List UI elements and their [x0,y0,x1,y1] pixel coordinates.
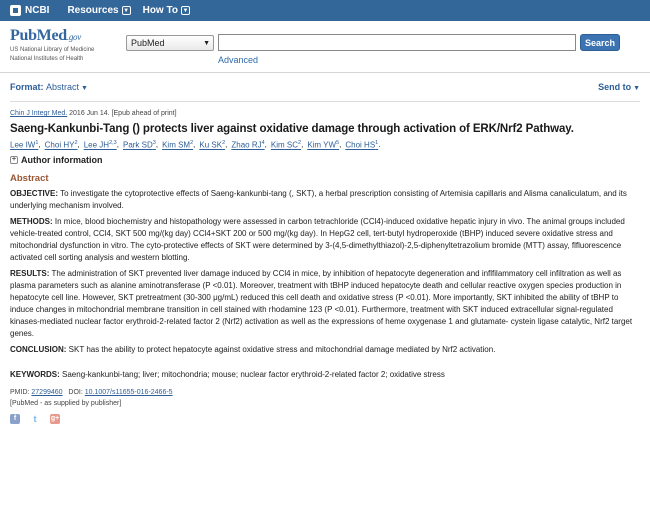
author-separator: , [38,140,41,149]
author-affiliation: 1 [35,140,39,146]
author-separator: , [193,140,196,149]
author-information-toggle[interactable] [10,155,640,165]
google-plus-icon[interactable]: g+ [50,415,60,423]
resources-label: Resources [67,5,119,16]
abstract-heading: Abstract [10,172,49,184]
author-affiliation: 4 [261,140,265,146]
objective-label: OBJECTIVE: [10,188,59,198]
results-text: The administration of SKT prevented liver damage induced by CCl4 in mice, by inhibition of hepatocyte degeneration and inflfilammatory cell infiltration as well as plasma parameters such as alanine aminotransferase (P <0.01). Moreover, treatment with tBHP induced hepatocyte death and cellular reactive oxygen species production in hepatocyte cell line. However, SKT pretreatment (30-300 μg/mL) reduced this cell death and oxidative stress (P <0.01). More importantly, SKT inhibited the ability of tBHP to induce changes in mitochondrial membrane transition in cell stained with rhodamine 123 (P <0.01). Furthermore, treatment with SKT induced extracellular signal-regulated kinases-mediated nuclear factor erythroid-2-related factor 2 (Nrf2) activation as well as the expressions of heme oxygenase 1 and glutamate- cystein ligase catalytic, Nrf2 target genes. [10,268,633,338]
database-select[interactable] [126,35,214,51]
author-affiliation: 2 [190,140,194,146]
author-name: Kim SC [270,140,299,150]
doi-link[interactable]: 10.1007/s11655-016-2466-5 [84,388,173,396]
author-link[interactable] [45,140,78,150]
search-header [0,21,650,73]
methods-label: METHODS: [10,216,53,226]
objective-paragraph [10,188,640,212]
author-list [10,140,640,150]
author-link[interactable] [270,140,304,150]
facebook-icon[interactable]: f [10,414,20,424]
citation [10,110,640,117]
author-link[interactable] [162,140,196,150]
author-separator: . [378,140,381,149]
twitter-icon[interactable]: t [30,414,40,424]
chevron-down-icon: ▼ [123,7,130,14]
author-name: Choi HY [44,140,75,150]
citation-date: 2016 Jun 14. [Epub ahead of print] [67,110,177,117]
author-separator: , [155,140,159,149]
author-separator: , [225,140,228,149]
send-to-label: Send to [598,82,632,92]
keywords-label: KEYWORDS: [10,369,60,379]
article-title: Saeng-Kankunbi-Tang () protects liver against oxidative damage through activation of ERK/Nrf2 Pathway. [10,123,574,135]
author-affiliation: 2 [222,140,226,146]
author-affiliation: 2 [298,140,302,146]
format-value: Abstract [46,82,80,92]
results-paragraph [10,268,640,340]
search-button[interactable]: Search [580,34,620,51]
author-link[interactable] [231,140,264,150]
author-affiliation: 1 [375,140,379,146]
database-select-value: PubMed [131,38,165,48]
author-separator: , [339,140,342,149]
keywords-text: Saeng-kankunbi-tang; liver; mitochondria; mouse; nuclear factor erythroid-2-related factor 2; oxidative stress [59,369,445,379]
methods-paragraph [10,216,640,264]
send-to-menu[interactable] [598,82,640,92]
conclusion-paragraph [10,344,640,356]
author-name: Kim YW [307,140,337,150]
author-separator: , [264,140,267,149]
author-name: Park SD [122,140,153,150]
pmid-label: PMID: [10,388,32,396]
results-label: RESULTS: [10,268,50,278]
author-affiliation: 2,3 [109,140,117,146]
chevron-down-icon: ▼ [182,7,189,14]
ncbi-logo-text: NCBI [25,5,50,16]
author-separator: , [301,140,304,149]
conclusion-label: CONCLUSION: [10,344,67,354]
logo-pub: Pub [10,27,37,44]
ncbi-topbar [0,0,650,21]
author-link[interactable] [84,140,117,150]
keywords [10,370,640,379]
author-name: Lee JH [83,140,110,150]
doi-label: DOI: [68,388,85,396]
author-name: Zhao RJ [231,140,262,150]
chevron-down-icon: ▼ [203,39,210,47]
expand-icon: + [11,156,17,164]
author-name: Ku SK [199,140,223,150]
caret-down-icon: ▼ [81,85,88,92]
share-bar [10,414,640,424]
author-information-label: Author information [21,154,103,165]
journal-link[interactable]: Chin J Integr Med. [10,110,68,117]
author-link[interactable] [307,140,342,150]
howto-label: How To [142,5,178,16]
logo-gov: .gov [66,32,81,42]
author-separator: , [116,140,119,149]
author-link[interactable] [345,140,381,150]
author-link[interactable] [122,140,159,150]
article-identifiers [10,389,640,396]
logo-subtitle-1: US National Library of Medicine [10,47,95,53]
article [0,102,650,424]
format-label: Format: [10,82,46,92]
format-selector[interactable] [10,82,88,92]
ncbi-logo-icon [10,5,21,16]
author-affiliation: 2 [74,140,78,146]
author-affiliation: 5 [336,140,340,146]
methods-text: In mice, blood biochemistry and histopathology were assessed in carbon tetrachloride (CCl4)-induced oxidative hepatic injury in vivo. The animal groups included vehicle-treated control, CCl4, SKT 500 mg/(kg day) CCl4+SKT 200 or 500 mg/(kg day). In HepG2 cell, tert-butyl hydroperoxide (tBHP) induced severe oxidative stress and mitochondrial dysfunction in vitro. The cyto-protective effects of SKT were determined by 3-(4,5-dimethylthiazol)-2,5-diphenyltetrazolium bromide (MTT) assay, flfluorescence activated cell sorting analysis and western blotting. [10,216,625,262]
pmid-link[interactable]: 27299460 [31,388,63,396]
format-row [0,73,650,101]
author-separator: , [77,140,80,149]
author-link[interactable] [199,140,228,150]
pubmed-logo[interactable] [10,27,94,63]
ncbi-logo[interactable] [10,5,49,16]
objective-text: To investigate the cytoprotective effects of Saeng-kankunbi-tang (, SKT), a herbal prescription consisting of Artemisia capillaris and Alisma canaliculatum, and its underlying mechanism involved. [10,188,627,210]
howto-menu[interactable] [143,5,190,16]
resources-menu[interactable] [67,5,130,16]
author-affiliation: 3 [152,140,156,146]
search-input[interactable] [218,34,576,51]
supplied-status: [PubMed - as supplied by publisher] [10,399,122,407]
logo-subtitle-2: National Institutes of Health [10,56,84,62]
advanced-search-link[interactable]: Advanced [218,55,259,65]
caret-down-icon: ▼ [633,85,640,92]
author-name: Lee IW [10,140,36,150]
author-link[interactable] [10,140,41,150]
conclusion-text: SKT has the ability to protect hepatocyte against oxidative stress and mitochondrial damage mediated by Nrf2 activation. [66,344,496,354]
author-name: Kim SM [162,140,191,150]
logo-med: Med [36,27,67,44]
author-name: Choi HS [345,140,376,150]
